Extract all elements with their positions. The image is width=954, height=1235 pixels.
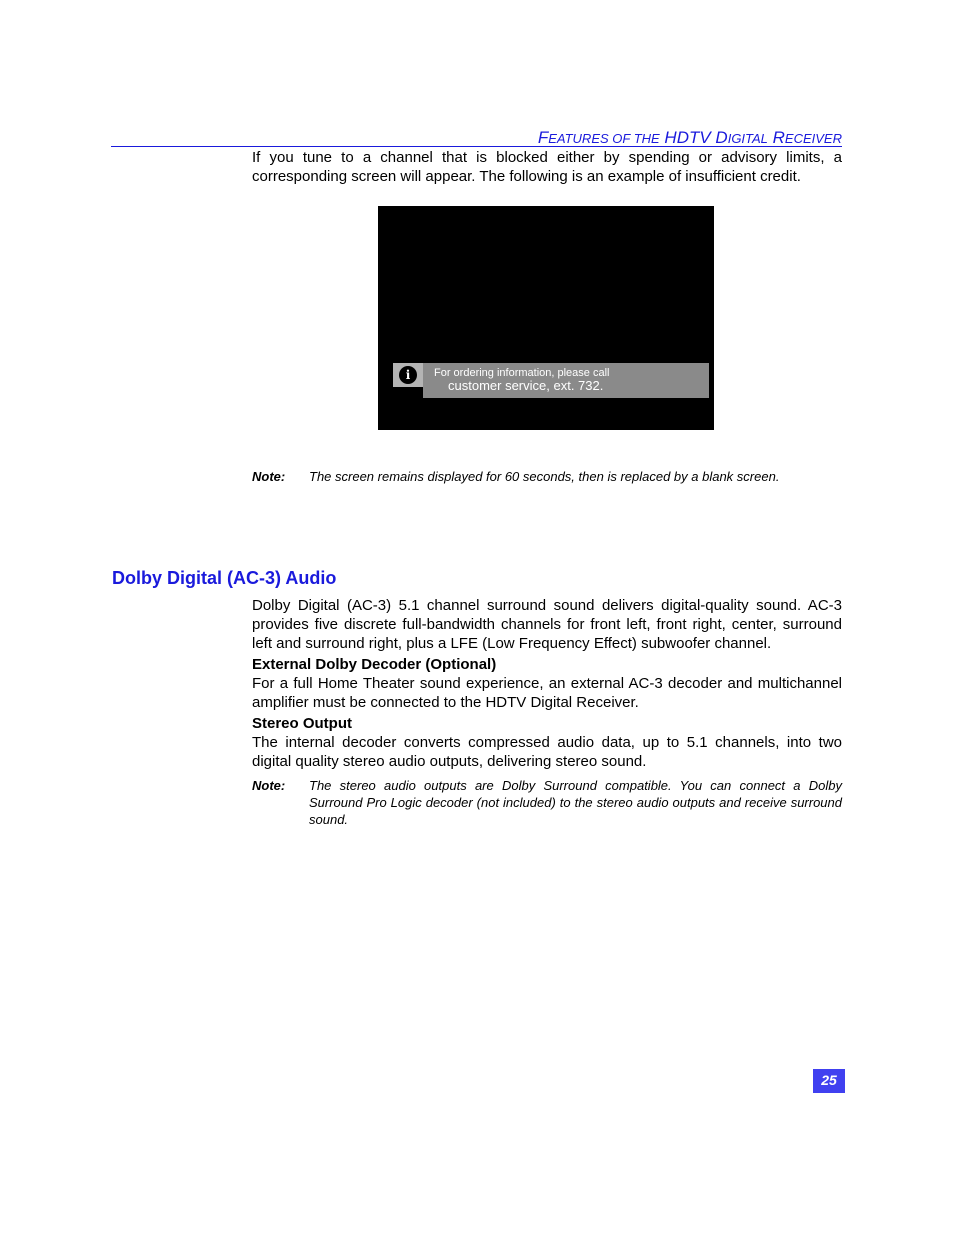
subheading-external-decoder: External Dolby Decoder (Optional)	[252, 656, 497, 673]
section-paragraph: Dolby Digital (AC-3) 5.1 channel surround sound delivers digital-quality sound. AC-3 provides five discrete full-bandwidth channels for front left, front right, center, surround left and surround right, plus a LFE (Low Frequency Effect) subwoofer channel.	[252, 597, 842, 652]
intro-paragraph: If you tune to a channel that is blocked either by spending or advisory limits, a corresponding screen will appear. The following is an example of insufficient credit.	[252, 149, 842, 185]
header-title-part: ECEIVER	[784, 131, 842, 146]
note-text: The stereo audio outputs are Dolby Surround compatible. You can connect a Dolby Surround Pro Logic decoder (not included) to the stereo audio outputs and receive surround sound.	[309, 778, 842, 827]
subheading-stereo-output: Stereo Output	[252, 715, 352, 732]
example-screen	[378, 206, 714, 430]
section-heading: Dolby Digital (AC-3) Audio	[112, 568, 337, 588]
note-text: The screen remains displayed for 60 seconds, then is replaced by a blank screen.	[309, 469, 780, 484]
header-title-part: EATURES OF THE	[548, 131, 660, 146]
info-message-line2: customer service, ext. 732.	[448, 378, 604, 393]
note-label: Note:	[252, 778, 286, 793]
header-title-part: HDTV D	[659, 128, 728, 147]
header-title-part: F	[537, 128, 549, 147]
external-decoder-paragraph: For a full Home Theater sound experience, an external AC-3 decoder and multichannel amplifier must be connected to the HDTV Digital Receiver.	[252, 675, 842, 711]
note-label: Note:	[252, 469, 286, 484]
header-rule	[111, 146, 842, 147]
info-icon-box	[393, 363, 423, 387]
info-icon: i	[399, 366, 417, 384]
header-title-part: R	[767, 128, 785, 147]
info-message-line1: For ordering information, please call	[434, 367, 610, 379]
page-number: 25	[813, 1069, 845, 1093]
header-title-part: IGITAL	[727, 131, 768, 146]
stereo-output-paragraph: The internal decoder converts compressed audio data, up to 5.1 channels, into two digital quality stereo audio outputs, delivering stereo sound.	[252, 734, 842, 770]
